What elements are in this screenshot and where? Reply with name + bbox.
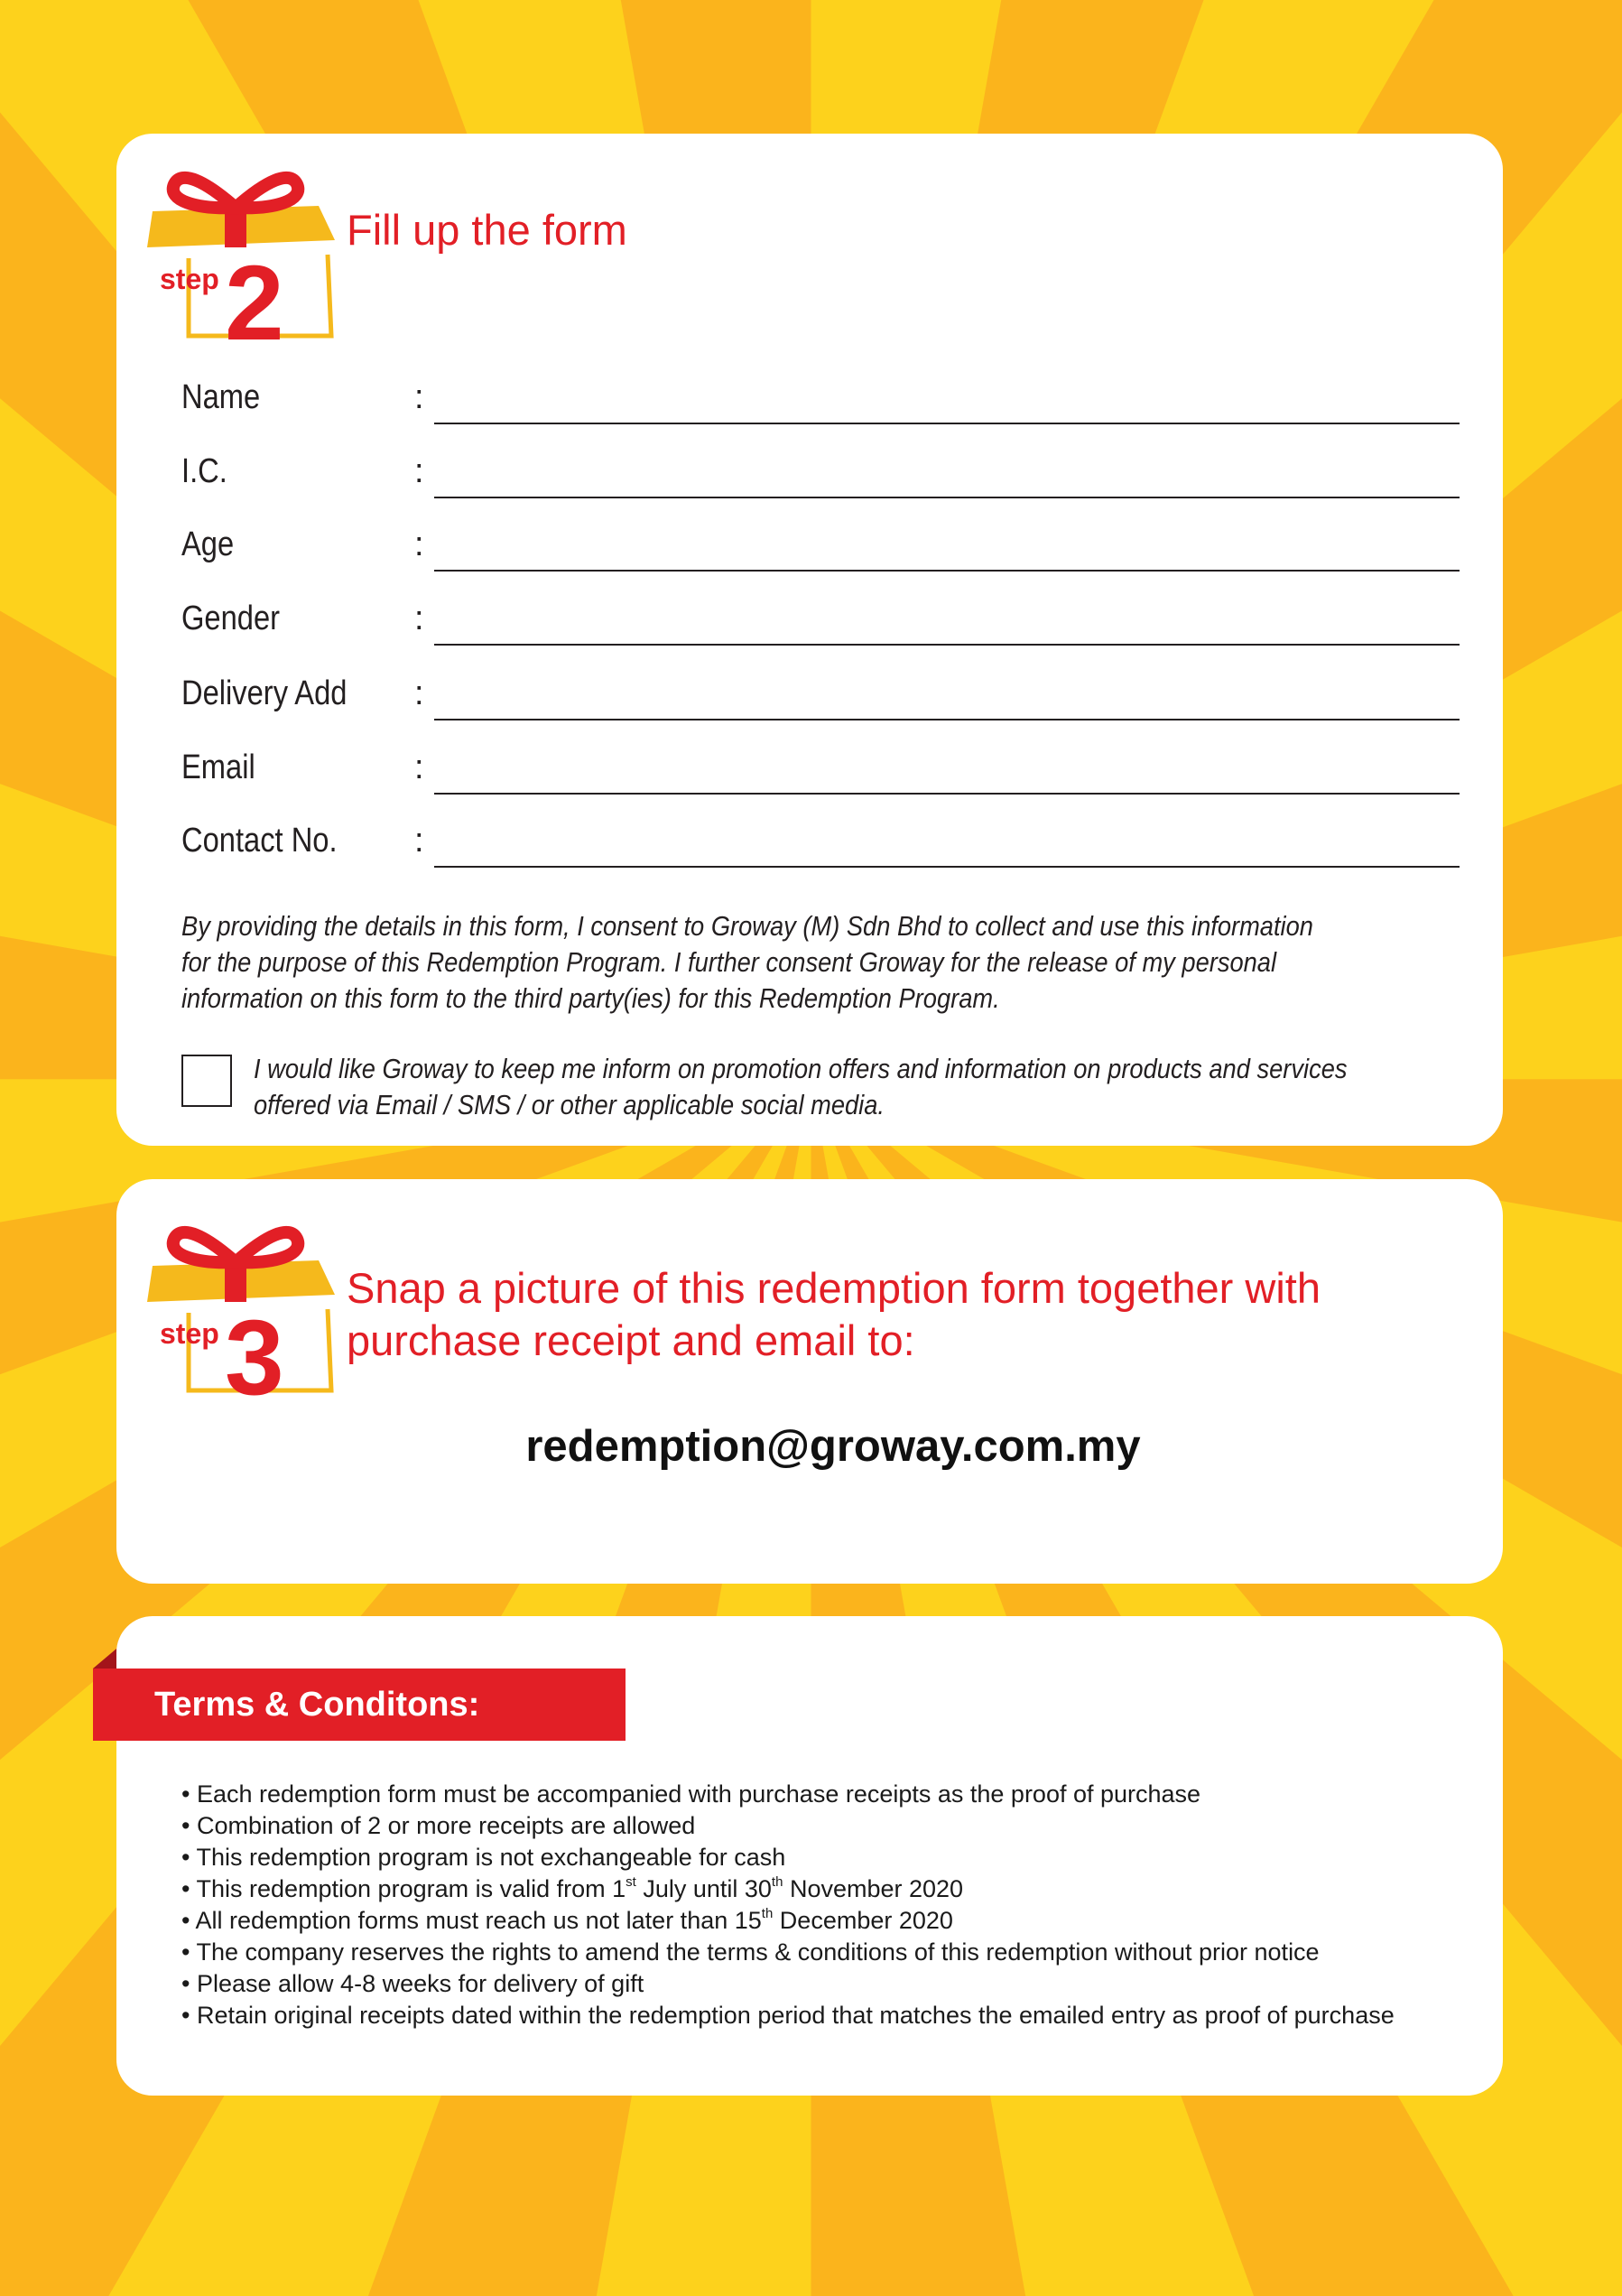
form-row xyxy=(181,813,1445,868)
form-field-input[interactable] xyxy=(434,699,1460,720)
terms-card xyxy=(116,1616,1503,2096)
terms-list xyxy=(181,1779,1463,2031)
form-label: Delivery Add xyxy=(181,674,348,712)
terms-text: All redemption forms must reach us not later than 15 xyxy=(195,1907,762,1934)
ordinal-suffix: st xyxy=(626,1874,636,1890)
bullet: • xyxy=(181,2002,190,2029)
terms-heading: Terms & Conditons: xyxy=(154,1686,480,1724)
form-label: Age xyxy=(181,525,235,563)
bullet: • xyxy=(181,1970,190,1997)
form-colon: : xyxy=(414,525,424,563)
terms-text: This redemption program is valid from 1 xyxy=(196,1875,626,1902)
step-number: 3 xyxy=(225,1298,284,1418)
step3-card xyxy=(116,1179,1503,1584)
form-row xyxy=(181,370,1445,424)
terms-item xyxy=(181,1968,1463,2000)
terms-item xyxy=(181,1873,1463,1905)
step-word: step xyxy=(160,1317,219,1350)
form-colon: : xyxy=(414,452,424,490)
form-colon: : xyxy=(414,600,424,637)
terms-item xyxy=(181,1810,1463,1842)
form-field-input[interactable] xyxy=(434,846,1460,868)
bullet: • xyxy=(181,1907,190,1934)
gift-bow xyxy=(173,178,298,208)
step-number: 2 xyxy=(225,244,284,363)
form-row xyxy=(181,740,1445,795)
form-row xyxy=(181,517,1445,572)
bullet: • xyxy=(181,1780,190,1808)
step2-title: Fill up the form xyxy=(347,206,627,254)
terms-item xyxy=(181,1905,1463,1937)
terms-text: July until 30 xyxy=(635,1875,772,1902)
terms-item xyxy=(181,1842,1463,1873)
consent-text: By providing the details in this form, I consent to Groway (M) Sdn Bhd to collect and use this information for the purpose of this Redemption Program. I further consent Groway for the release of my personal information on this form to the third party(ies) for this Redemption Program. xyxy=(181,910,1313,1014)
form-field-input[interactable] xyxy=(434,624,1460,646)
terms-text: December 2020 xyxy=(773,1907,953,1934)
form-label: Contact No. xyxy=(181,822,338,860)
step-word: step xyxy=(160,263,219,295)
form-label: I.C. xyxy=(181,452,227,490)
terms-item xyxy=(181,1779,1463,1810)
gift-step-icon xyxy=(142,1204,336,1421)
form-field-input[interactable] xyxy=(434,773,1460,795)
step3-title-line1: Snap a picture of this redemption form together with xyxy=(347,1264,1321,1312)
form-row xyxy=(181,666,1445,720)
form-field-input[interactable] xyxy=(434,477,1460,498)
step3-title-line2: purchase receipt and email to: xyxy=(347,1316,915,1364)
terms-text: This redemption program is not exchangeable for cash xyxy=(196,1844,786,1871)
form-label: Name xyxy=(181,378,261,416)
form-label: Gender xyxy=(181,600,281,637)
bullet: • xyxy=(181,1938,190,1966)
form-colon: : xyxy=(414,822,424,860)
terms-text: Combination of 2 or more receipts are allowed xyxy=(196,1812,696,1839)
ordinal-suffix: th xyxy=(761,1906,774,1921)
bullet: • xyxy=(181,1812,190,1839)
terms-text: Each redemption form must be accompanied with purchase receipts as the proof of purchase xyxy=(196,1780,1201,1808)
bullet: • xyxy=(181,1875,190,1902)
step2-card xyxy=(116,134,1503,1146)
gift-bow xyxy=(173,1232,298,1262)
terms-text: The company reserves the rights to amend the terms & conditions of this redemption without prior notice xyxy=(196,1938,1320,1966)
step3-title xyxy=(347,1262,1321,1367)
form-row xyxy=(181,591,1445,646)
terms-item xyxy=(181,1937,1463,1968)
form-colon: : xyxy=(414,674,424,712)
terms-text: Retain original receipts dated within the redemption period that matches the emailed entry as proof of purchase xyxy=(196,2002,1395,2029)
terms-item xyxy=(181,2000,1463,2031)
banner-fold xyxy=(93,1649,116,1669)
form-label: Email xyxy=(181,748,255,786)
terms-text: November 2020 xyxy=(783,1875,964,1902)
form-row xyxy=(181,444,1445,498)
terms-text: Please allow 4-8 weeks for delivery of gift xyxy=(196,1970,644,1997)
optin-checkbox[interactable] xyxy=(181,1055,232,1107)
form-field-input[interactable] xyxy=(434,550,1460,572)
optin-text: I would like Groway to keep me inform on promotion offers and information on products and services offered via Email / SMS / or other applicable social media. xyxy=(254,1053,1348,1120)
bullet: • xyxy=(181,1844,190,1871)
ordinal-suffix: th xyxy=(771,1874,783,1890)
terms-banner xyxy=(93,1669,626,1741)
redemption-email-link[interactable]: redemption@groway.com.my xyxy=(525,1422,1141,1471)
form-field-input[interactable] xyxy=(434,403,1460,424)
gift-step-icon xyxy=(142,150,336,367)
form-colon: : xyxy=(414,748,424,786)
form-colon: : xyxy=(414,378,424,416)
